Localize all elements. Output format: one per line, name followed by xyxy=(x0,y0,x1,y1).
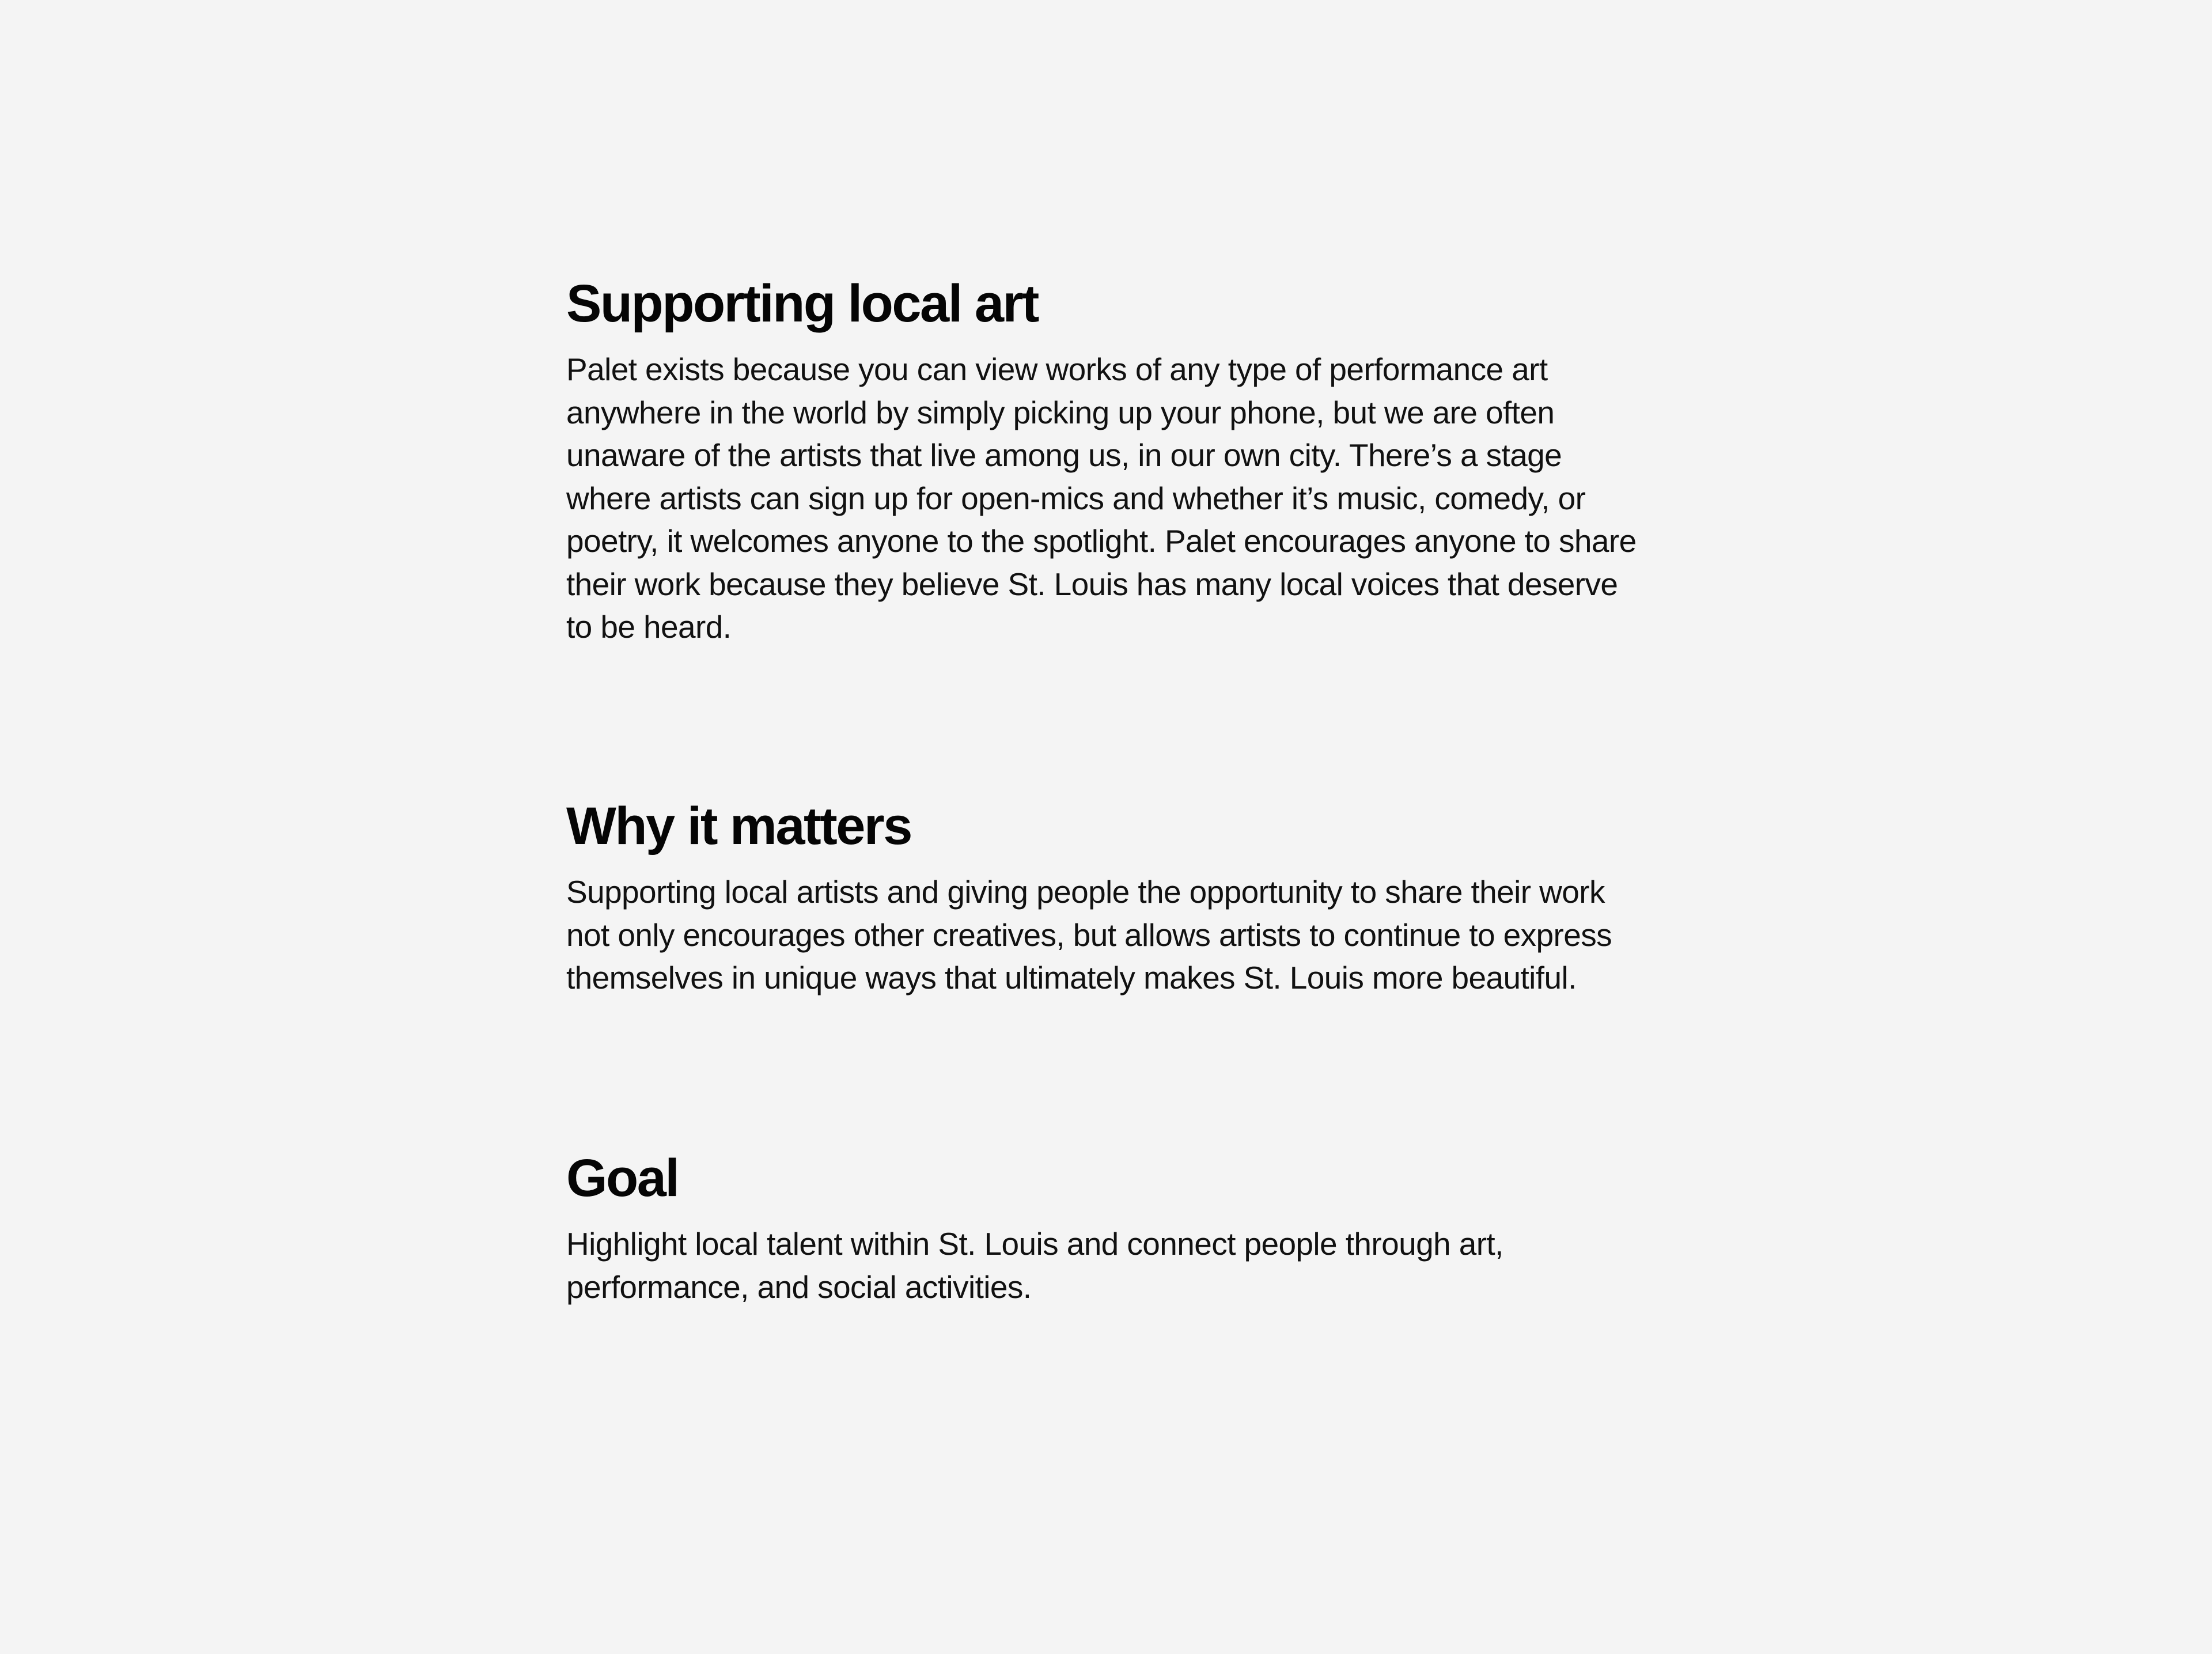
section-heading: Supporting local art xyxy=(566,274,1038,333)
section-body: Supporting local artists and giving people the opportunity to share their work not only encourages other creatives, but allows artists to continue to express themselves in unique ways that ultimately makes St. Louis more beautiful. xyxy=(566,874,1612,996)
section-goal xyxy=(566,1146,1649,1308)
section-body: Palet exists because you can view works of any type of performance art anywhere in the world by simply picking up your phone, but we are often unaware of the artists that live among us, in our own city. There’s a stage where artists can sign up for open-mics and whether it’s music, comedy, or poetry, it welcomes anyone to the spotlight. Palet encourages anyone to share their work because they believe St. Louis has many local voices that deserve to be heard. xyxy=(566,351,1637,645)
section-heading: Goal xyxy=(566,1149,679,1208)
section-heading: Why it matters xyxy=(566,797,911,856)
section-body: Highlight local talent within St. Louis and connect people through art, performance, and social activities. xyxy=(566,1226,1503,1305)
section-supporting-local-art xyxy=(566,272,1649,649)
section-why-it-matters xyxy=(566,794,1649,1000)
